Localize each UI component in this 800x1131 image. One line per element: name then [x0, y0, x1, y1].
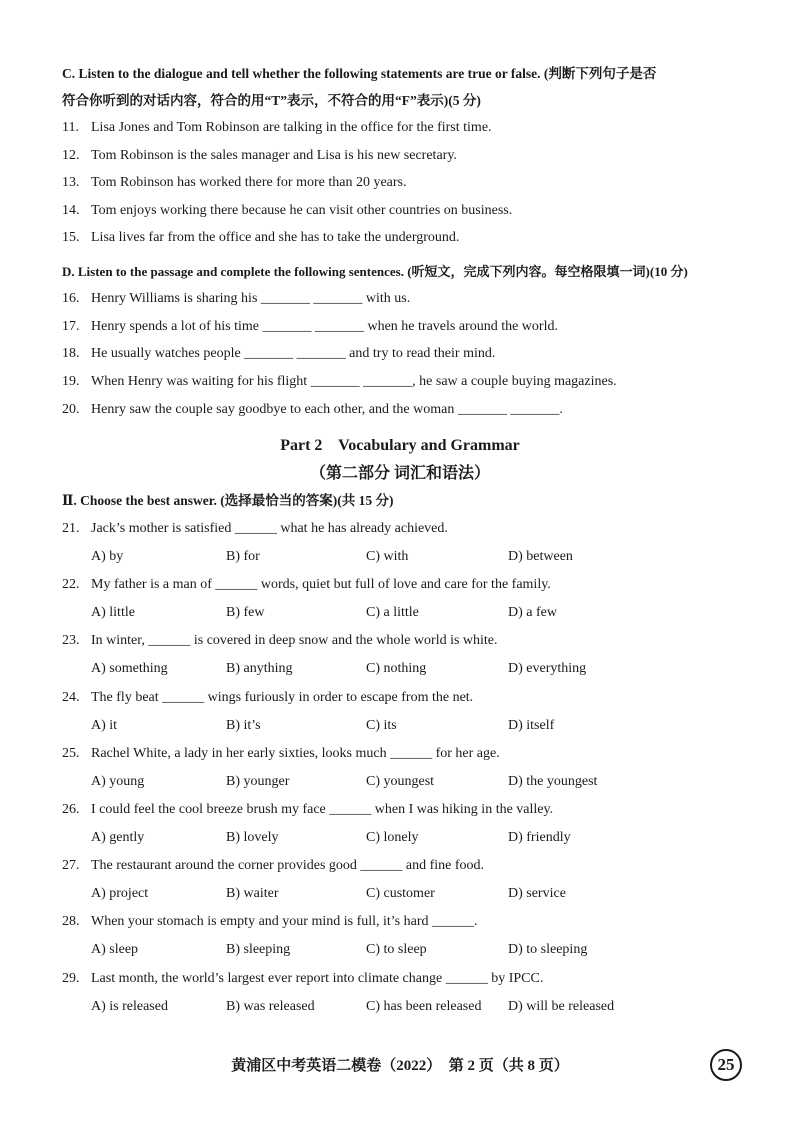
question-20: 20. Henry saw the couple say goodbye to each other, and the woman _______ _______.: [62, 402, 563, 417]
option-d: D) will be released: [508, 999, 615, 1014]
question-26: [62, 801, 553, 819]
question-stem: My father is a man of ______ words, quiet but full of love and care for the family.: [91, 577, 551, 592]
option-d: D) between: [508, 549, 573, 564]
page-number-badge: 25: [710, 1049, 742, 1081]
option-c: C) a little: [366, 605, 419, 620]
option-a: A) by: [91, 549, 124, 564]
option-a: A) sleep: [91, 942, 139, 957]
option-c: C) youngest: [366, 774, 435, 789]
option-d: D) to sleeping: [508, 942, 588, 957]
option-b: B) few: [226, 605, 265, 620]
option-b: B) waiter: [226, 886, 279, 901]
question-17: 17. Henry spends a lot of his time _______ _______ when he travels around the world.: [62, 319, 558, 334]
question-number: 29.: [62, 971, 80, 986]
option-d: D) everything: [508, 661, 587, 676]
section-c-heading-line2: 符合你听到的对话内容，符合的用“T”表示，不符合的用“F”表示)(5 分): [62, 93, 481, 108]
question-16: 16. Henry Williams is sharing his _______ _______ with us.: [62, 291, 411, 306]
question-stem: Jack’s mother is satisfied ______ what he has already achieved.: [91, 521, 448, 536]
question-stem: When your stomach is empty and your mind is full, it’s hard ______.: [91, 914, 478, 929]
option-b: B) younger: [226, 774, 290, 789]
option-a: A) something: [91, 661, 168, 676]
question-number: 25.: [62, 746, 80, 761]
option-a: A) little: [91, 605, 135, 620]
section-ii-heading: Ⅱ. Choose the best answer. (选择最恰当的答案)(共 15 分): [62, 493, 394, 508]
question-number: 27.: [62, 858, 80, 873]
section-d-heading: D. Listen to the passage and complete the following sentences. (听短文，完成下列内容。每空格限填一词)(10 分): [62, 264, 688, 279]
question-number: 28.: [62, 914, 80, 929]
option-b: B) it’s: [226, 718, 261, 733]
option-c: C) to sleep: [366, 942, 427, 957]
question-stem: Last month, the world’s largest ever report into climate change ______ by IPCC.: [91, 971, 544, 986]
option-d: D) itself: [508, 718, 555, 733]
question-number: 23.: [62, 633, 80, 648]
question-19: 19. When Henry was waiting for his flight _______ _______, he saw a couple buying magazines.: [62, 374, 617, 389]
part2-subtitle: （第二部分 词汇和语法）: [309, 465, 490, 482]
question-24: [62, 689, 473, 707]
option-d: D) a few: [508, 605, 557, 620]
question-number: 21.: [62, 521, 80, 536]
option-b: B) for: [226, 549, 260, 564]
page-footer: 黄浦区中考英语二模卷（2022） 第 2 页（共 8 页）: [231, 1058, 569, 1074]
question-18: 18. He usually watches people _______ _______ and try to read their mind.: [62, 346, 496, 361]
option-c: C) has been released: [366, 999, 482, 1014]
question-28: [62, 913, 478, 931]
question-27: [62, 857, 484, 875]
question-number: 22.: [62, 577, 80, 592]
question-stem: I could feel the cool breeze brush my face ______ when I was hiking in the valley.: [91, 802, 554, 817]
question-14: 14. Tom enjoys working there because he can visit other countries on business.: [62, 203, 513, 218]
option-d: D) friendly: [508, 830, 571, 845]
question-22: [62, 576, 551, 594]
option-b: B) lovely: [226, 830, 279, 845]
question-13: 13. Tom Robinson has worked there for more than 20 years.: [62, 175, 407, 190]
option-b: B) sleeping: [226, 942, 291, 957]
option-a: A) project: [91, 886, 149, 901]
question-11: 11. Lisa Jones and Tom Robinson are talking in the office for the first time.: [62, 120, 492, 135]
question-number: 24.: [62, 690, 80, 705]
option-a: A) it: [91, 718, 118, 733]
option-c: C) customer: [366, 886, 435, 901]
question-15: 15. Lisa lives far from the office and she has to take the underground.: [62, 230, 460, 245]
option-c: C) lonely: [366, 830, 419, 845]
option-a: A) is released: [91, 999, 168, 1014]
option-c: C) with: [366, 549, 409, 564]
option-c: C) nothing: [366, 661, 427, 676]
option-d: D) the youngest: [508, 774, 598, 789]
part2-title: Part 2 Vocabulary and Grammar: [280, 437, 520, 454]
question-stem: The restaurant around the corner provides good ______ and fine food.: [91, 858, 485, 873]
question-stem: The fly beat ______ wings furiously in order to escape from the net.: [91, 690, 474, 705]
question-stem: In winter, ______ is covered in deep snow and the whole world is white.: [91, 633, 498, 648]
question-29: [62, 970, 543, 988]
question-12: 12. Tom Robinson is the sales manager and Lisa is his new secretary.: [62, 148, 457, 163]
question-21: [62, 520, 448, 538]
option-a: A) gently: [91, 830, 145, 845]
option-a: A) young: [91, 774, 145, 789]
option-b: B) anything: [226, 661, 293, 676]
option-b: B) was released: [226, 999, 315, 1014]
option-c: C) its: [366, 718, 397, 733]
option-d: D) service: [508, 886, 566, 901]
question-23: [62, 632, 498, 650]
question-stem: Rachel White, a lady in her early sixties, looks much ______ for her age.: [91, 746, 500, 761]
question-number: 26.: [62, 802, 80, 817]
section-c-heading-line1: C. Listen to the dialogue and tell whether the following statements are true or false. (判断下列句子是否: [62, 66, 657, 81]
question-25: [62, 745, 500, 763]
